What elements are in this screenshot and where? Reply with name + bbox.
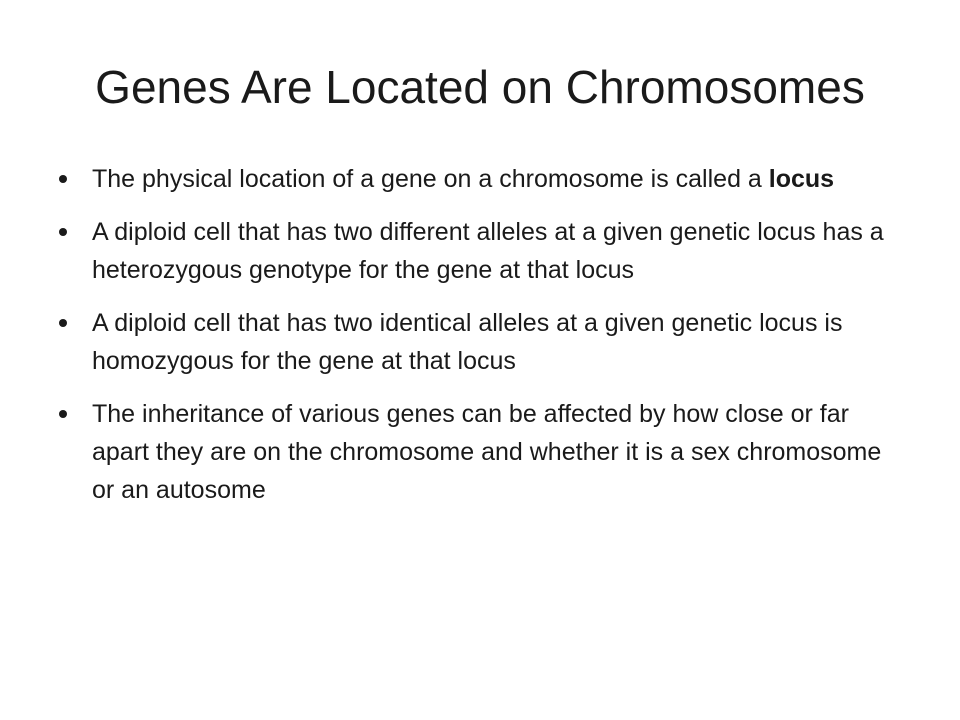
bullet-text: A diploid cell that has two different alleles at a given genetic locus has a heterozygous genotype for the gene at that locus <box>92 218 884 284</box>
bullet-text: The inheritance of various genes can be affected by how close or far apart they are on the chromosome and whether it is a sex chromosome or an autosome <box>92 400 882 504</box>
bullet-dot-icon <box>59 228 67 236</box>
bullet-item-homozygous <box>58 304 908 380</box>
bullet-item-inheritance <box>58 395 908 509</box>
bullet-text: A diploid cell that has two identical alleles at a given genetic locus is homozygous for the gene at that locus <box>92 309 843 375</box>
bullet-item-locus <box>58 160 908 198</box>
bullet-dot-icon <box>59 410 67 418</box>
bullet-item-heterozygous <box>58 213 908 289</box>
slide-title: Genes Are Located on Chromosomes <box>95 61 865 113</box>
bullet-bold-term: locus <box>768 165 835 193</box>
bullet-dot-icon <box>59 175 67 183</box>
bullet-dot-icon <box>59 319 67 327</box>
bullet-text: The physical location of a gene on a chromosome is called a <box>92 165 769 193</box>
bullet-list <box>58 160 908 524</box>
